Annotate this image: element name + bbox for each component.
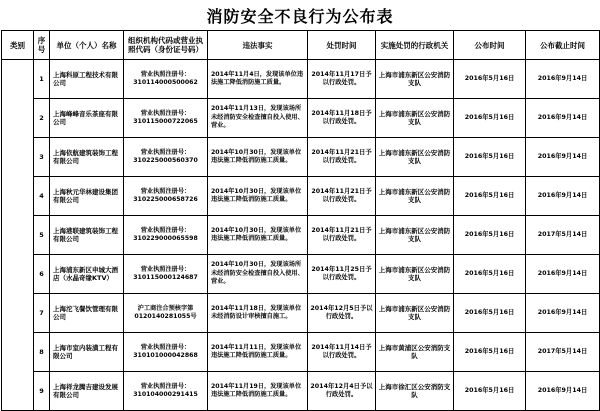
cell-reg: 营业执照注册号：310104000291415 bbox=[124, 372, 208, 411]
cell-authority: 上海市浦东新区公安消防支队 bbox=[376, 216, 454, 255]
cell-reg: 沪工商注合预核字第0120140281055号 bbox=[124, 294, 208, 333]
cell-authority: 上海市浦东新区公安消防支队 bbox=[376, 294, 454, 333]
cell-penalty-time: 2014年11月14日予以行政处罚。 bbox=[308, 333, 376, 372]
cell-penalty-time: 2014年12月4日予以行政处罚。 bbox=[308, 372, 376, 411]
table-row bbox=[2, 177, 600, 216]
table-row bbox=[2, 99, 600, 138]
penalty-table bbox=[1, 30, 600, 411]
cell-category bbox=[2, 60, 34, 411]
cell-authority: 上海市浦东新区公安消防支队 bbox=[376, 60, 454, 99]
header-fact: 违法事实 bbox=[208, 31, 308, 60]
cell-authority: 上海市浦东新区公安消防支队 bbox=[376, 99, 454, 138]
table-row bbox=[2, 60, 600, 99]
cell-authority: 上海市徐汇区公安消防支队 bbox=[376, 372, 454, 411]
cell-penalty-time: 2014年11月21日予以行政处罚。 bbox=[308, 177, 376, 216]
cell-seq: 9 bbox=[34, 372, 50, 411]
cell-publish-end: 2017年5月14日 bbox=[526, 333, 600, 372]
cell-publish-time: 2016年5月16日 bbox=[454, 255, 526, 294]
cell-seq: 2 bbox=[34, 99, 50, 138]
cell-fact: 2014年11月11日，发现该单位违法施工降低消防施工质量。 bbox=[208, 333, 308, 372]
cell-unit: 上海依航建筑装饰工程有限公司 bbox=[50, 138, 124, 177]
cell-seq: 4 bbox=[34, 177, 50, 216]
cell-seq: 3 bbox=[34, 138, 50, 177]
table-row bbox=[2, 216, 600, 255]
cell-authority: 上海市浦东新区公安消防支队 bbox=[376, 177, 454, 216]
cell-unit: 上海科原工程技术有限公司 bbox=[50, 60, 124, 99]
cell-seq: 1 bbox=[34, 60, 50, 99]
cell-publish-end: 2016年9月14日 bbox=[526, 372, 600, 411]
cell-unit: 上海峰峰音乐茶座有限公司 bbox=[50, 99, 124, 138]
cell-publish-end: 2016年9月14日 bbox=[526, 138, 600, 177]
header-authority: 实施处罚的行政机关 bbox=[376, 31, 454, 60]
cell-publish-time: 2016年5月16日 bbox=[454, 177, 526, 216]
cell-unit: 上海浦东新区申城大酒店（水晶奇缘KTV） bbox=[50, 255, 124, 294]
header-unit: 单位（个人）名称 bbox=[50, 31, 124, 60]
header-seq: 序号 bbox=[34, 31, 50, 60]
cell-seq: 6 bbox=[34, 255, 50, 294]
cell-fact: 2014年10月30日，发现该单位违法施工降低消防施工质量。 bbox=[208, 177, 308, 216]
cell-publish-end: 2016年9月14日 bbox=[526, 294, 600, 333]
header-penalty-time: 处罚时间 bbox=[308, 31, 376, 60]
cell-fact: 2014年11月19日，发现该单位违法施工降低消防施工质量。 bbox=[208, 372, 308, 411]
cell-publish-time: 2016年5月16日 bbox=[454, 99, 526, 138]
cell-unit: 上海港联建筑装饰工程有限公司 bbox=[50, 216, 124, 255]
cell-seq: 5 bbox=[34, 216, 50, 255]
table-row bbox=[2, 333, 600, 372]
table-row bbox=[2, 255, 600, 294]
header-publish-end: 公布截止时间 bbox=[526, 31, 600, 60]
cell-authority: 上海市浦东新区公安消防支队 bbox=[376, 138, 454, 177]
cell-fact: 2014年11月18日，发现该单位未经消防设计审核擅自施工。 bbox=[208, 294, 308, 333]
table-row bbox=[2, 294, 600, 333]
cell-reg: 营业执照注册号：310225000658726 bbox=[124, 177, 208, 216]
cell-publish-end: 2016年9月14日 bbox=[526, 60, 600, 99]
cell-unit: 上海市室内装潢工程有限公司 bbox=[50, 333, 124, 372]
cell-publish-time: 2016年5月16日 bbox=[454, 138, 526, 177]
cell-fact: 2014年11月13日，发现该场所未经消防安全检查擅自投入使用、营业。 bbox=[208, 99, 308, 138]
cell-publish-end: 2016年9月14日 bbox=[526, 99, 600, 138]
cell-penalty-time: 2014年11月18日予以行政处罚。 bbox=[308, 99, 376, 138]
cell-publish-end: 2017年5月14日 bbox=[526, 216, 600, 255]
cell-penalty-time: 2014年11月21日予以行政处罚。 bbox=[308, 216, 376, 255]
cell-publish-time: 2016年5月16日 bbox=[454, 372, 526, 411]
cell-reg: 营业执照注册号：310114000500062 bbox=[124, 60, 208, 99]
cell-penalty-time: 2014年11月21日予以行政处罚。 bbox=[308, 138, 376, 177]
header-category: 类别 bbox=[2, 31, 34, 60]
cell-reg: 营业执照注册号：310101000042868 bbox=[124, 333, 208, 372]
cell-unit: 上海祥龙腾吉建设发展有限公司 bbox=[50, 372, 124, 411]
table-header-row bbox=[2, 31, 600, 60]
cell-fact: 2014年11月4日，发现该单位违法施工降低消防施工质量。 bbox=[208, 60, 308, 99]
table-row bbox=[2, 138, 600, 177]
table-row bbox=[2, 372, 600, 411]
header-reg: 组织机构代码或营业执照代码（身份证号码） bbox=[124, 31, 208, 60]
cell-publish-time: 2016年5月16日 bbox=[454, 216, 526, 255]
cell-reg: 营业执照注册号：310115000722065 bbox=[124, 99, 208, 138]
cell-reg: 营业执照注册号：310229000065598 bbox=[124, 216, 208, 255]
cell-seq: 7 bbox=[34, 294, 50, 333]
cell-authority: 上海市黄浦区公安消防支队 bbox=[376, 333, 454, 372]
cell-publish-time: 2016年5月16日 bbox=[454, 60, 526, 99]
cell-seq: 8 bbox=[34, 333, 50, 372]
cell-reg: 营业执照注册号：310225000560370 bbox=[124, 138, 208, 177]
cell-reg: 营业执照注册号：310115000124687 bbox=[124, 255, 208, 294]
cell-unit: 上海沱飞餐饮管理有限公司 bbox=[50, 294, 124, 333]
cell-fact: 2014年10月30日，发现该场所未经消防安全检查擅自投入使用、营业。 bbox=[208, 255, 308, 294]
cell-publish-end: 2016年9月14日 bbox=[526, 177, 600, 216]
cell-publish-time: 2016年5月16日 bbox=[454, 294, 526, 333]
cell-penalty-time: 2014年11月25日予以行政处罚。 bbox=[308, 255, 376, 294]
cell-unit: 上海秋元华林建设集团有限公司 bbox=[50, 177, 124, 216]
cell-publish-time: 2016年5月16日 bbox=[454, 333, 526, 372]
cell-fact: 2014年10月30日，发现该单位违法施工降低消防施工质量。 bbox=[208, 138, 308, 177]
cell-publish-end: 2016年9月14日 bbox=[526, 255, 600, 294]
cell-penalty-time: 2014年11月17日予以行政处罚。 bbox=[308, 60, 376, 99]
header-publish-time: 公布时间 bbox=[454, 31, 526, 60]
page-title: 消防安全不良行为公布表 bbox=[206, 6, 394, 26]
cell-penalty-time: 2014年12月5日予以行政处罚。 bbox=[308, 294, 376, 333]
cell-fact: 2014年10月30日，发现该单位违法施工降低消防施工质量。 bbox=[208, 216, 308, 255]
cell-authority: 上海市浦东新区公安消防支队 bbox=[376, 255, 454, 294]
